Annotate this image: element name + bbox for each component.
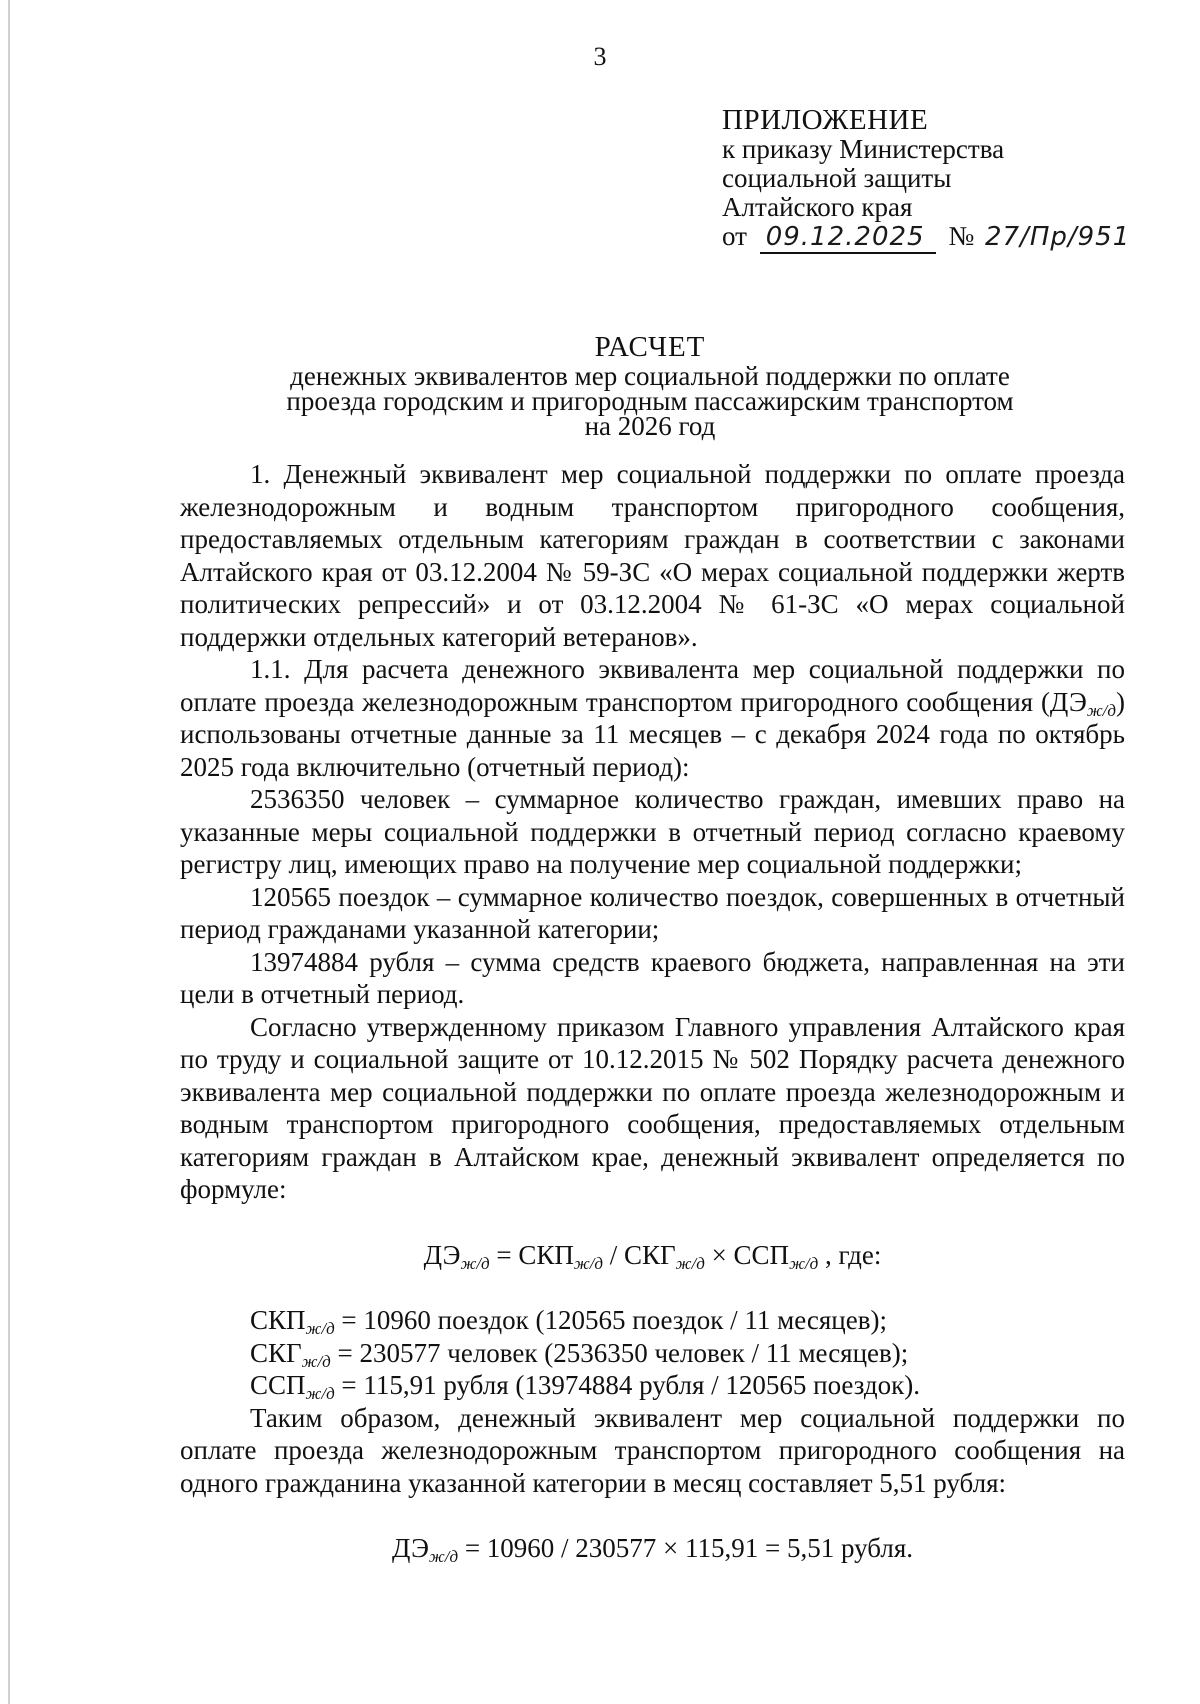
- definition-ssp: [180, 1369, 1125, 1402]
- formula-term: ДЭ: [392, 1533, 429, 1563]
- subscript: ж/д: [301, 1351, 331, 1371]
- definition-value: = 10960 поездок (120565 поездок / 11 месяцев);: [334, 1305, 887, 1335]
- document-body: [180, 458, 1125, 1598]
- subscript: ж/д: [305, 1319, 335, 1338]
- from-label: от: [722, 221, 747, 251]
- appendix-header: [722, 106, 1182, 254]
- formula-term: ДЭ: [423, 1239, 461, 1270]
- subscript: ж/д: [789, 1253, 819, 1273]
- formula-term: = СКП: [489, 1239, 574, 1270]
- subscript: ж/д: [428, 1547, 459, 1566]
- title-sub-line-3: на 2026 год: [584, 411, 716, 441]
- paragraph-conclusion: Таким образом, денежный эквивалент мер социальной поддержки по оплате проезда железнодорожным транспортом пригородного сообщения на одного гражданина указанной категории в месяц составляет 5,51 рубля:: [180, 1402, 1125, 1498]
- subscript: ж/д: [675, 1253, 705, 1273]
- definition-skp: [180, 1304, 1125, 1337]
- appendix-line-1: к приказу Министерства: [722, 134, 1005, 164]
- number-label: №: [948, 221, 975, 251]
- paragraph-1-1: [180, 653, 1125, 783]
- title-sub-line-2: проезда городским и пригородным пассажирским транспортом: [286, 386, 1014, 416]
- formula-result: [180, 1532, 1125, 1565]
- definition-term: СКП: [250, 1305, 306, 1335]
- paragraph-1: 1. Денежный эквивалент мер социальной поддержки по оплате проезда железнодорожным и водным транспортом пригородного сообщения, предоставляемых отдельным категориям граждан в соответствии с законами Алтайского края от 03.12.2004 № 59-ЗС «О мерах социальной поддержки жертв политических репрессий» и от 03.12.2004 № 61-ЗС «О мерах социальной поддержки отдельных категорий ветеранов».: [180, 459, 1125, 652]
- formula-term: × ССП: [704, 1239, 790, 1270]
- paragraph-1-1-end: ) использованы отчетные данные за 11 месяцев – с декабря 2024 года по октябрь 2025 года включительно (отчетный период):: [180, 686, 1125, 782]
- paragraph-persons: 2536350 человек – суммарное количество граждан, имевших право на указанные меры социальной поддержки в отчетный период согласно краевому регистру лиц, имеющих право на получение мер социальной поддержки;: [180, 784, 1125, 879]
- subscript: ж/д: [573, 1253, 604, 1273]
- title-sub-line-1: денежных эквивалентов мер социальной поддержки по оплате: [290, 361, 1010, 391]
- paragraph-1-1-start: 1.1. Для расчета денежного эквивалента мер социальной поддержки по оплате проезда железнодорожным транспортом пригородного сообщения (ДЭ: [180, 654, 1125, 717]
- paragraph-trips: 120565 поездок – суммарное количество поездок, совершенных в отчетный период гражданами указанной категории;: [180, 881, 1125, 944]
- document-title: [180, 330, 1120, 439]
- order-line: [722, 222, 1182, 254]
- subscript: ж/д: [1086, 700, 1116, 720]
- page-number: 3: [593, 42, 607, 71]
- handwritten-number: 27/Пр/951: [984, 222, 1131, 252]
- appendix-line-3: Алтайского края: [722, 192, 913, 222]
- scan-edge: [8, 0, 10, 1704]
- definition-term: ССП: [250, 1370, 306, 1400]
- paragraph-budget: 13974884 рубля – сумма средств краевого бюджета, направленная на эти цели в отчетный период.: [180, 946, 1125, 1009]
- definition-skg: [180, 1337, 1125, 1370]
- formula-term: , где:: [818, 1239, 882, 1270]
- definition-value: = 115,91 рубля (13974884 рубля / 120565 поездок).: [334, 1370, 920, 1400]
- subscript: ж/д: [460, 1253, 490, 1273]
- definition-value: = 230577 человек (2536350 человек / 11 месяцев);: [330, 1337, 909, 1368]
- subscript: ж/д: [305, 1384, 335, 1403]
- appendix-caption: ПРИЛОЖЕНИЕ: [722, 104, 929, 136]
- title-main: РАСЧЕТ: [594, 331, 706, 363]
- formula-general: [180, 1239, 1125, 1272]
- handwritten-date: 09.12.2025: [760, 223, 936, 254]
- definition-term: СКГ: [250, 1337, 302, 1368]
- paragraph-order: Согласно утвержденному приказом Главного управления Алтайского края по труду и социальной защите от 10.12.2015 № 502 Порядку расчета денежного эквивалента мер социальной поддержки по оплате проезда железнодорожным и водным транспортом пригородного сообщения, предоставляемых отдельным категориям граждан в Алтайском крае, денежный эквивалент определяется по формуле:: [180, 1011, 1125, 1204]
- formula-term: / СКГ: [603, 1239, 676, 1270]
- appendix-line-2: социальной защиты: [722, 163, 952, 193]
- formula-term: = 10960 / 230577 × 115,91 = 5,51 рубля.: [458, 1533, 913, 1563]
